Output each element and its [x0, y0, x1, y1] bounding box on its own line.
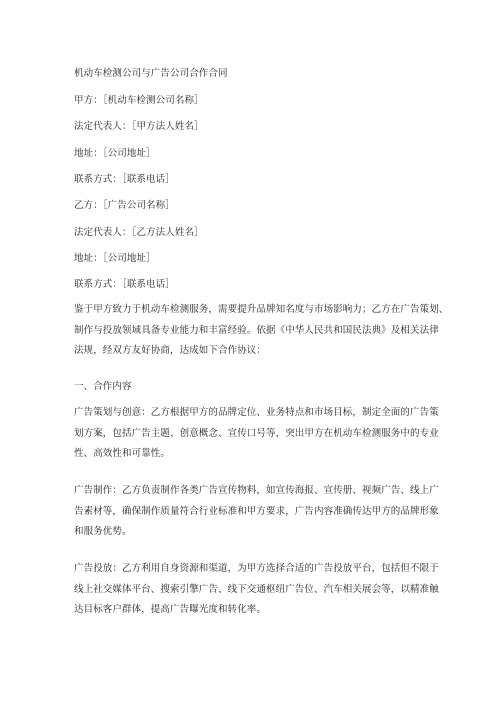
- clause-line: 广告制作：乙方负责制作各类广告宣传物料，如宣传海报、宣传册、视频广告、线上广: [74, 485, 439, 496]
- clause-line: 广告策划与创意：乙方根据甲方的品牌定位、业务特点和市场目标，制定全面的广告策: [74, 407, 439, 418]
- party-a-address: 地址：［公司地址］: [74, 148, 156, 159]
- preamble-line: 法规，经双方友好协商，达成如下合作协议：: [74, 345, 267, 356]
- contract-title: 机动车检测公司与广告公司合作合同: [74, 68, 228, 79]
- party-b-address: 地址：［公司地址］: [74, 253, 156, 264]
- preamble-paragraph: [74, 300, 449, 362]
- clause-line: 告素材等，确保制作质量符合行业标准和甲方要求，广告内容准确传达甲方的品牌形象: [74, 505, 439, 517]
- preamble-line: 鉴于甲方致力于机动车检测服务，需要提升品牌知名度与市场影响力；乙方在广告策划、: [74, 304, 449, 315]
- party-b-name: 乙方：［广告公司名称］: [74, 200, 175, 211]
- clause-line: 达目标客户群体，提高广告曝光度和转化率。: [74, 604, 267, 615]
- clause-line: 线上社交媒体平台、搜索引擎广告、线下交通枢纽广告位、汽车相关展会等，以精准触: [74, 583, 439, 595]
- party-b-contact: 联系方式：［联系电话］: [74, 279, 175, 290]
- clause-line: 划方案，包括广告主题、创意概念、宣传口号等，突出甲方在机动车检测服务中的专业: [74, 427, 439, 439]
- party-a-representative: 法定代表人：［甲方法人姓名］: [74, 121, 204, 132]
- clause-line: 和服务优势。: [74, 526, 132, 537]
- clause-ad-placement: [74, 559, 439, 621]
- clause-line: 性、高效性和可靠性。: [74, 448, 171, 459]
- clause-ad-production: [74, 481, 439, 543]
- clause-ad-planning: [74, 403, 439, 465]
- preamble-line: 制作与投放领域具备专业能力和丰富经验。依据《中华人民共和国民法典》及相关法律: [74, 324, 439, 336]
- party-a-name: 甲方：［机动车检测公司名称］: [74, 95, 204, 106]
- clause-line: 广告投放：乙方利用自身资源和渠道，为甲方选择合适的广告投放平台，包括但不限于: [74, 563, 439, 574]
- section-heading-cooperation: 一、合作内容: [74, 381, 132, 392]
- party-b-representative: 法定代表人：［乙方法人姓名］: [74, 227, 204, 238]
- party-a-contact: 联系方式：［联系电话］: [74, 174, 175, 185]
